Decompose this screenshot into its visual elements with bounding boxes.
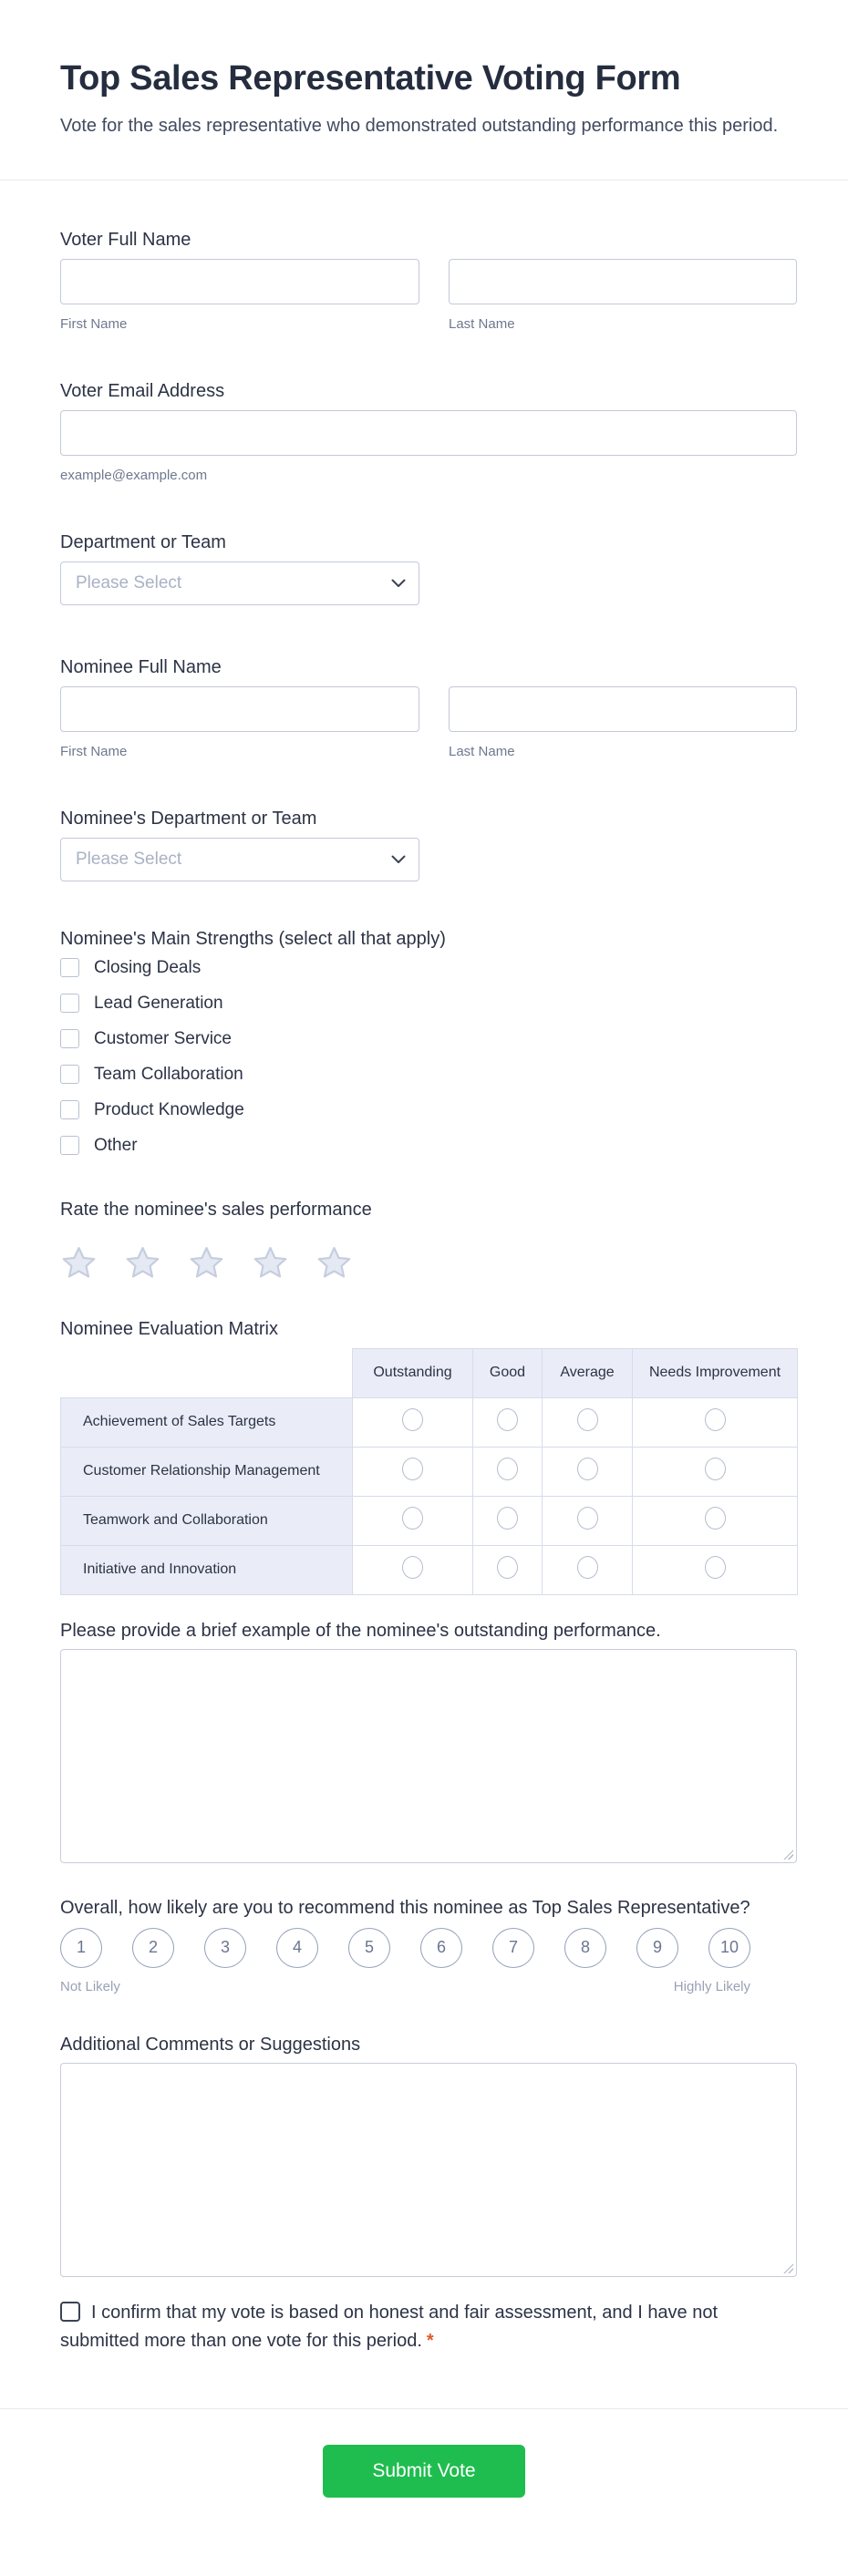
- matrix-radio[interactable]: [577, 1556, 598, 1579]
- matrix-cell: [473, 1397, 543, 1447]
- voter-last-name-sublabel: Last Name: [449, 315, 515, 332]
- matrix-row-header: Teamwork and Collaboration: [61, 1496, 353, 1545]
- matrix-row-header: Achievement of Sales Targets: [61, 1397, 353, 1447]
- matrix-cell: [353, 1447, 473, 1496]
- matrix-cell: [543, 1545, 633, 1594]
- question-department: [60, 531, 797, 605]
- required-asterisk: *: [426, 2330, 434, 2351]
- scale-option-2[interactable]: 2: [132, 1928, 174, 1968]
- voter-name-label: Voter Full Name: [60, 229, 191, 250]
- scale-option-6[interactable]: 6: [420, 1928, 462, 1968]
- matrix-cell: [353, 1397, 473, 1447]
- matrix-cell: [633, 1447, 798, 1496]
- matrix-cell: [353, 1545, 473, 1594]
- matrix-cell: [633, 1397, 798, 1447]
- scale-option-4[interactable]: 4: [276, 1928, 318, 1968]
- matrix-radio[interactable]: [497, 1556, 518, 1579]
- question-nominee-name: [60, 655, 797, 759]
- matrix-radio[interactable]: [497, 1458, 518, 1480]
- scale-option-3[interactable]: 3: [204, 1928, 246, 1968]
- matrix-radio[interactable]: [577, 1507, 598, 1530]
- strength-option-4[interactable]: [60, 1100, 797, 1120]
- checkbox-label: Product Knowledge: [94, 1099, 244, 1119]
- comments-label: Additional Comments or Suggestions: [60, 2034, 361, 2055]
- evaluation-matrix: [60, 1348, 798, 1595]
- question-voter-email: [60, 379, 797, 483]
- table-row: [61, 1545, 798, 1594]
- matrix-cell: [543, 1447, 633, 1496]
- department-select[interactable]: [60, 562, 419, 605]
- star-icon[interactable]: [315, 1244, 353, 1281]
- nominee-first-name-input[interactable]: [60, 686, 419, 732]
- star-rating: [60, 1244, 797, 1281]
- matrix-radio[interactable]: [705, 1507, 726, 1530]
- strengths-options: [60, 958, 797, 1156]
- question-example: [60, 1619, 797, 1863]
- voter-email-sublabel: example@example.com: [60, 467, 208, 483]
- question-matrix: [60, 1317, 797, 1595]
- strength-option-3[interactable]: [60, 1065, 797, 1085]
- matrix-radio[interactable]: [705, 1556, 726, 1579]
- table-row: [61, 1447, 798, 1496]
- confirm-block: [60, 2299, 759, 2355]
- confirm-checkbox[interactable]: [60, 2302, 80, 2322]
- matrix-column-header: Outstanding: [353, 1348, 473, 1397]
- matrix-column-header: Needs Improvement: [633, 1348, 798, 1397]
- matrix-cell: [473, 1545, 543, 1594]
- rating-label: Rate the nominee's sales performance: [60, 1199, 372, 1220]
- scale-max-label: Highly Likely: [673, 1978, 750, 1994]
- matrix-cell: [353, 1496, 473, 1545]
- nominee-name-label: Nominee Full Name: [60, 656, 222, 677]
- checkbox[interactable]: [60, 1065, 79, 1084]
- table-row: [61, 1496, 798, 1545]
- scale-min-label: Not Likely: [60, 1978, 120, 1994]
- department-label: Department or Team: [60, 531, 226, 552]
- strengths-label: Nominee's Main Strengths (select all that apply): [60, 928, 446, 949]
- scale-edge-labels: [60, 1979, 750, 1994]
- matrix-cell: [473, 1496, 543, 1545]
- matrix-cell: [543, 1397, 633, 1447]
- voter-first-name-sublabel: First Name: [60, 315, 128, 332]
- matrix-radio[interactable]: [402, 1408, 423, 1431]
- question-recommend: [60, 1896, 797, 1994]
- checkbox[interactable]: [60, 1136, 79, 1155]
- strength-option-0[interactable]: [60, 958, 797, 978]
- confirm-text: I confirm that my vote is based on honest and fair assessment, and I have not submitted more than one vote for this period.: [60, 2302, 719, 2351]
- question-strengths: [60, 927, 797, 1156]
- matrix-row-header: Customer Relationship Management: [61, 1447, 353, 1496]
- checkbox-label: Closing Deals: [94, 957, 202, 977]
- matrix-radio[interactable]: [705, 1458, 726, 1480]
- star-icon[interactable]: [124, 1244, 161, 1281]
- scale-option-7[interactable]: 7: [492, 1928, 534, 1968]
- strength-option-5[interactable]: [60, 1136, 797, 1156]
- matrix-label: Nominee Evaluation Matrix: [60, 1318, 278, 1339]
- recommend-label: Overall, how likely are you to recommend this nominee as Top Sales Representative?: [60, 1897, 750, 1918]
- star-icon[interactable]: [60, 1244, 98, 1281]
- matrix-radio[interactable]: [497, 1507, 518, 1530]
- scale-option-9[interactable]: 9: [636, 1928, 678, 1968]
- checkbox[interactable]: [60, 1100, 79, 1119]
- checkbox-label: Customer Service: [94, 1028, 232, 1048]
- matrix-cell: [473, 1447, 543, 1496]
- nominee-last-name-input[interactable]: [449, 686, 797, 732]
- question-rating: [60, 1198, 797, 1281]
- recommend-scale: [60, 1928, 797, 1968]
- matrix-radio[interactable]: [705, 1408, 726, 1431]
- question-nominee-department: [60, 807, 797, 881]
- checkbox[interactable]: [60, 1029, 79, 1048]
- nominee-department-select[interactable]: [60, 838, 419, 881]
- scale-option-5[interactable]: 5: [348, 1928, 390, 1968]
- strength-option-2[interactable]: [60, 1029, 797, 1049]
- nominee-first-name-sublabel: First Name: [60, 743, 128, 759]
- comments-textarea[interactable]: [60, 2063, 797, 2277]
- nominee-last-name-sublabel: Last Name: [449, 743, 515, 759]
- question-comments: [60, 2033, 797, 2277]
- matrix-cell: [633, 1496, 798, 1545]
- star-icon[interactable]: [252, 1244, 289, 1281]
- matrix-cell: [633, 1545, 798, 1594]
- resize-handle-icon[interactable]: [782, 1849, 793, 1860]
- scale-option-8[interactable]: 8: [564, 1928, 606, 1968]
- matrix-radio[interactable]: [402, 1507, 423, 1530]
- checkbox-label: Other: [94, 1135, 138, 1155]
- resize-handle-icon[interactable]: [782, 2262, 793, 2273]
- voter-last-name-input[interactable]: [449, 259, 797, 304]
- matrix-radio[interactable]: [402, 1458, 423, 1480]
- page-title: Top Sales Representative Voting Form: [60, 59, 681, 98]
- strength-option-1[interactable]: [60, 994, 797, 1014]
- submit-vote-button[interactable]: Submit Vote: [323, 2445, 525, 2498]
- matrix-radio[interactable]: [402, 1556, 423, 1579]
- matrix-radio[interactable]: [497, 1408, 518, 1431]
- form-body: [0, 180, 848, 2355]
- scale-option-10[interactable]: 10: [708, 1928, 750, 1968]
- example-textarea[interactable]: [60, 1649, 797, 1863]
- voter-email-label: Voter Email Address: [60, 380, 225, 401]
- question-voter-name: [60, 228, 797, 332]
- star-icon[interactable]: [188, 1244, 225, 1281]
- form-footer: [0, 2409, 848, 2544]
- matrix-cell: [543, 1496, 633, 1545]
- matrix-column-header: Good: [473, 1348, 543, 1397]
- voter-first-name-input[interactable]: [60, 259, 419, 304]
- matrix-corner-cell: [61, 1348, 353, 1397]
- matrix-row-header: Initiative and Innovation: [61, 1545, 353, 1594]
- page-subtitle: Vote for the sales representative who demonstrated outstanding performance this period.: [60, 115, 779, 136]
- checkbox-label: Lead Generation: [94, 993, 223, 1013]
- matrix-radio[interactable]: [577, 1408, 598, 1431]
- example-label: Please provide a brief example of the nominee's outstanding performance.: [60, 1620, 661, 1641]
- nominee-department-label: Nominee's Department or Team: [60, 808, 317, 829]
- checkbox[interactable]: [60, 994, 79, 1013]
- voter-email-input[interactable]: [60, 410, 797, 456]
- checkbox[interactable]: [60, 958, 79, 977]
- matrix-column-header: Average: [543, 1348, 633, 1397]
- table-row: [61, 1397, 798, 1447]
- checkbox-label: Team Collaboration: [94, 1064, 243, 1084]
- form-header: [0, 0, 848, 180]
- matrix-radio[interactable]: [577, 1458, 598, 1480]
- scale-option-1[interactable]: 1: [60, 1928, 102, 1968]
